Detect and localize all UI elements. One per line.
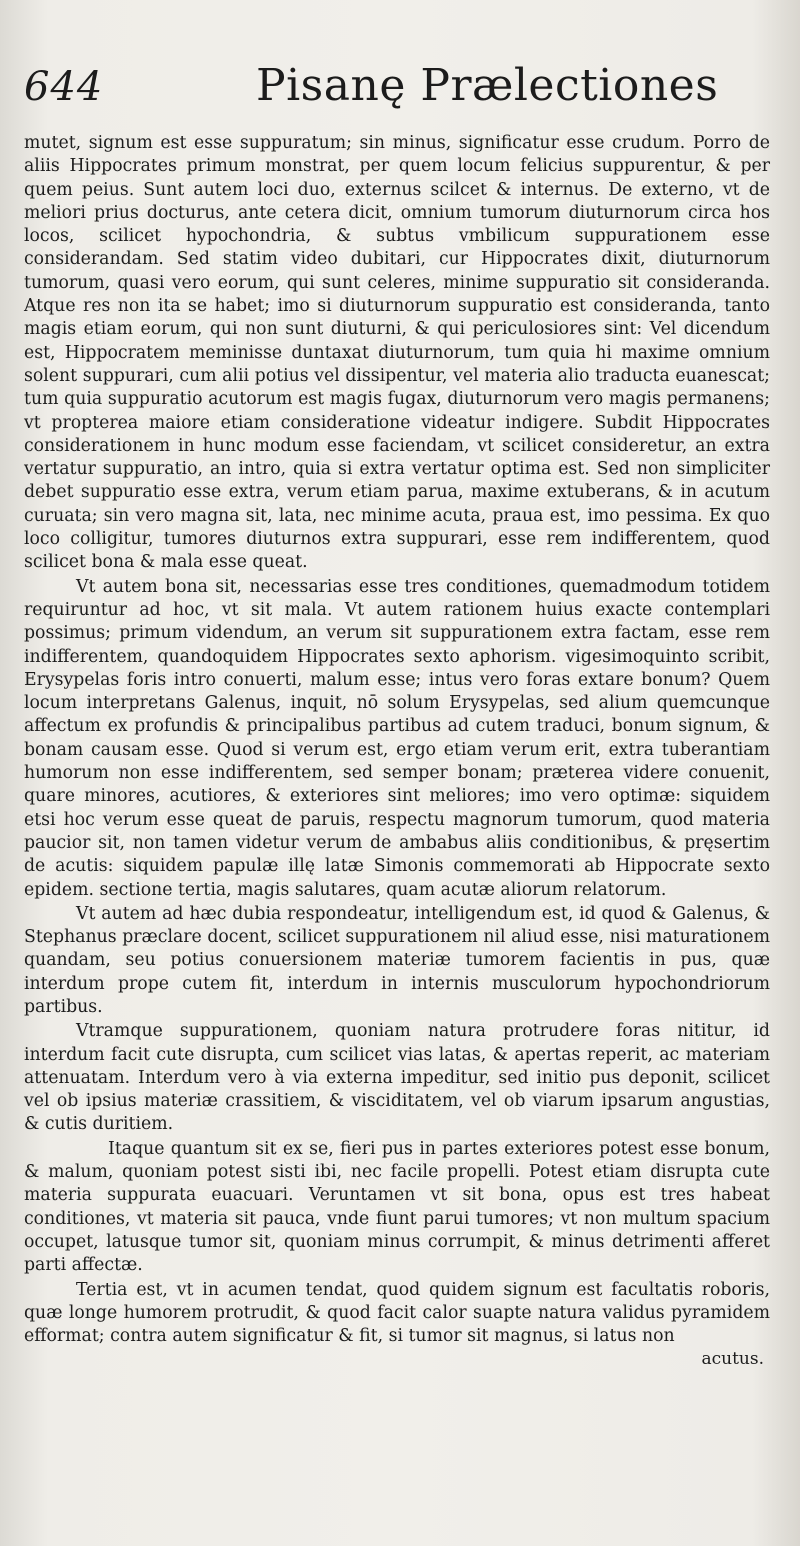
body-text — [24, 132, 770, 1372]
page-number: 644 — [24, 64, 104, 110]
paragraph-4: Vtramque suppurationem, quoniam natura protrudere foras nititur, id interdum facit cute disrupta, cum scilicet vias latas, & apertas reperit, ac materiam attenuatam. Interdum vero à via externa impeditur, sed initio pus deponit, scilicet vel ob ipsius materiæ crassitiem, & visciditatem, vel ob viarum ipsarum angustias, & cutis duritiem. — [24, 1021, 770, 1135]
running-title: Pisanę Prælectiones — [256, 60, 719, 111]
page-header — [24, 58, 770, 132]
paragraph-2: Vt autem bona sit, necessarias esse tres conditiones, quemadmodum totidem requiruntur ad hoc, vt sit mala. Vt autem rationem huius exacte contemplari possimus; primum videndum, an verum sit suppurationem extra factam, esse rem indifferentem, quandoquidem Hippocrates sexto aphorism. vigesimoquinto scribit, Erysypelas foris intro conuerti, malum esse; intus vero foras extare bonum? Quem locum interpretans Galenus, inquit, nō solum Erysypelas, sed alium quemcunque affectum ex profundis & principalibus partibus ad cutem traduci, bonum signum, & bonam causam esse. Quod si verum est, ergo etiam verum erit, extra tuberantiam humorum non esse indifferentem, sed semper bonam; præterea videre conuenit, quare minores, acutiores, & exteriores sint meliores; imo vero optimæ: siquidem etsi hoc verum esse queat de paruis, respectu magnorum tumorum, quod materia paucior sit, non tamen videtur verum de ambabus aliis conditionibus, & pręsertim de acutis: siquidem papulæ illę latæ Simonis commemorati ab Hippocrate sexto epidem. sectione tertia, magis salutares, quam acutæ aliorum relatorum. — [24, 576, 770, 900]
paragraph-1: mutet, signum est esse suppuratum; sin minus, significatur esse crudum. Porro de aliis Hippocrates primum monstrat, per quem locum felicius suppurentur, & per quem peius. Sunt autem loci duo, externus scilcet & internus. De externo, vt de meliori prius docturus, ante cetera dicit, omnium tumorum diuturnorum circa hos locos, scilicet hypochondria, & subtus vmbilicum suppurationem esse considerandam. Sed statim video dubitari, cur Hippocrates dixit, diuturnorum tumorum, quasi vero eorum, qui sunt celeres, minime suppuratio sit consideranda. Atque res non ita se habet; imo si diuturnorum suppuratio est consideranda, tanto magis etiam eorum, qui non sunt diuturni, & qui periculosiores sint: Vel dicendum est, Hippocratem meminisse duntaxat diuturnorum, tum quia hi maxime omnium solent suppurari, cum alii potius vel dissipentur, vel materia alio traducta euanescat; tum quia suppuratio acutorum est magis fugax, diuturnorum vero magis permanens; vt propterea maiore etiam consideratione videatur indigere. Subdit Hippocrates considerationem in hunc modum esse faciendam, vt scilicet consideretur, an extra vertatur suppuratio, an intro, quia si extra vertatur optima est. Sed non simpliciter debet suppuratio esse extra, verum etiam parua, maxime extuberans, & in acutum curuata; sin vero magna sit, lata, nec minime acuta, praua est, imo pessima. Ex quo loco colligitur, tumores diuturnos extra suppurari, esse rem indifferentem, quod scilicet bona & mala esse queat. — [24, 133, 770, 573]
paragraph-5: Itaque quantum sit ex se, fieri pus in partes exteriores potest esse bonum, & malum, quoniam potest sisti ibi, nec facile propelli. Potest etiam disrupta cute materia suppurata euacuari. Veruntamen vt sit bona, opus est tres habeat conditiones, vt materia sit pauca, vnde fiunt parui tumores; vt non multum spacium occupet, latusque tumor sit, quoniam minus corrumpit, & minus detrimenti afferet parti affectæ. — [24, 1138, 770, 1276]
catchword: acutus. — [701, 1349, 764, 1370]
paragraph-3: Vt autem ad hæc dubia respondeatur, intelligendum est, id quod & Galenus, & Stephanus præclare docent, scilicet suppurationem nil aliud esse, nisi maturationem quandam, seu potius conuersionem materiæ tumorem facientis in pus, quæ interdum prope cutem fit, interdum in internis musculorum hypochondriorum partibus. — [24, 903, 770, 1017]
paragraph-6: Tertia est, vt in acumen tendat, quod quidem signum est facultatis roboris, quæ longe humorem protrudit, & quod facit calor suapte natura validus pyramidem efformat; contra autem significatur & fit, si tumor sit magnus, si latus non — [24, 1279, 770, 1347]
